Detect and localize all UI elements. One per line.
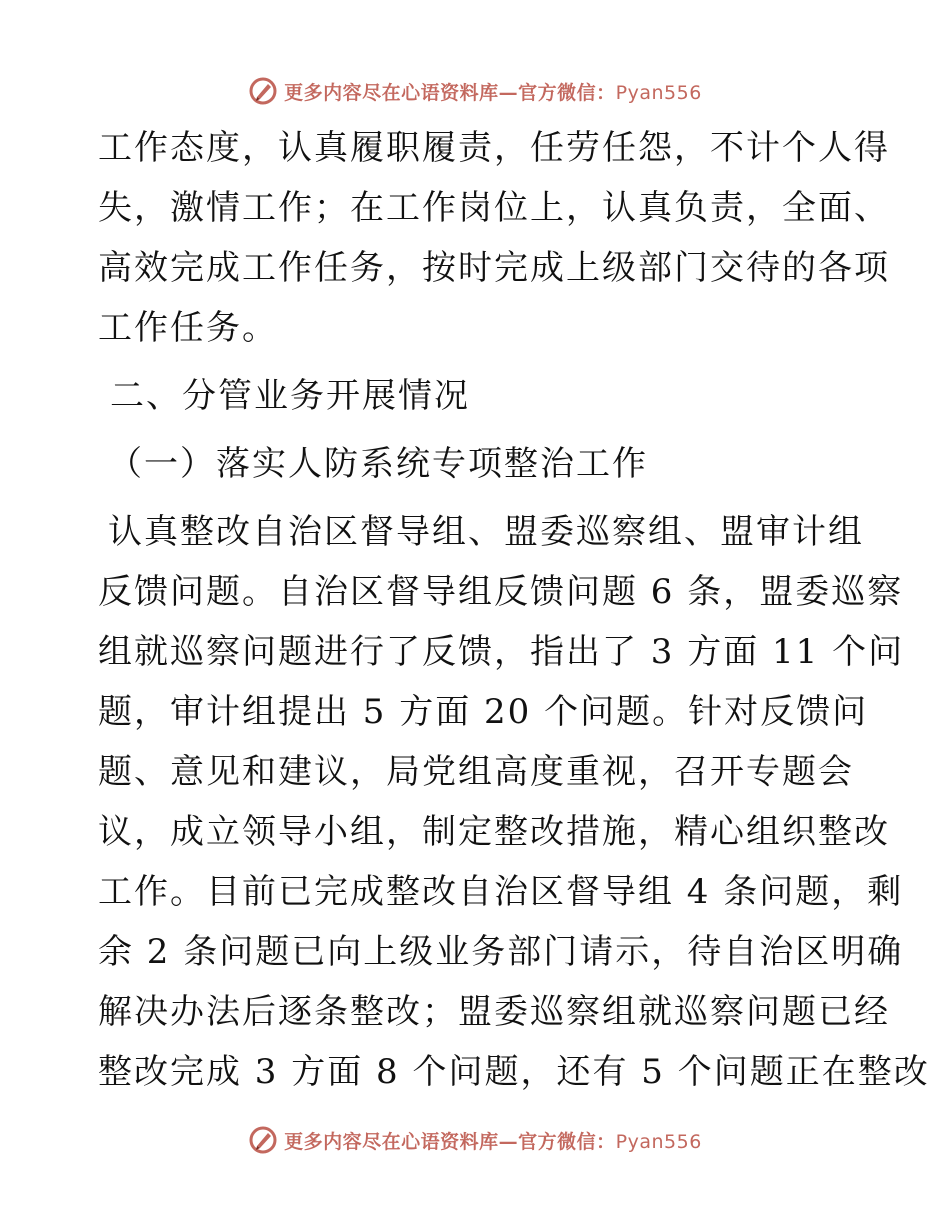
text-line: 解决办法后逐条整改；盟委巡察组就巡察问题已经 (98, 992, 890, 1032)
text-line: 失，激情工作；在工作岗位上，认真负责，全面、 (98, 188, 890, 228)
text-line: 题，审计组提出 5 方面 20 个问题。针对反馈问 (98, 692, 869, 732)
subsection-heading: （一）落实人防系统专项整治工作 (108, 444, 648, 484)
text-line: 高效完成工作任务，按时完成上级部门交待的各项 (98, 248, 890, 288)
header-watermark (0, 74, 950, 108)
section-heading: 二、分管业务开展情况 (110, 376, 470, 416)
watermark-text: 更多内容尽在心语资料库—官方微信：Pyan556 (284, 1130, 702, 1153)
text-line: 整改完成 3 方面 8 个问题，还有 5 个问题正在整改 (98, 1052, 930, 1092)
text-line: 组就巡察问题进行了反馈，指出了 3 方面 11 个问 (98, 632, 905, 672)
document-body (98, 118, 930, 1102)
paragraph-2 (98, 502, 930, 1102)
watermark-id: Pyan556 (615, 1130, 702, 1153)
pen-logo-icon (248, 76, 278, 106)
text-line: 认真整改自治区督导组、盟委巡察组、盟审计组 (108, 512, 864, 552)
watermark-id: Pyan556 (615, 81, 702, 104)
text-line: 工作。目前已完成整改自治区督导组 4 条问题，剩 (98, 872, 904, 912)
text-line: 余 2 条问题已向上级业务部门请示，待自治区明确 (98, 932, 904, 972)
watermark-text: 更多内容尽在心语资料库—官方微信：Pyan556 (284, 81, 702, 104)
footer-watermark (0, 1123, 950, 1157)
text-line: 工作态度，认真履职履责，任劳任怨，不计个人得 (98, 128, 890, 168)
paragraph-1 (98, 118, 890, 358)
text-line: 反馈问题。自治区督导组反馈问题 6 条，盟委巡察 (98, 572, 904, 612)
text-line: 议，成立领导小组，制定整改措施，精心组织整改 (98, 812, 890, 852)
text-line: 题、意见和建议，局党组高度重视，召开专题会 (98, 752, 854, 792)
text-line: 工作任务。 (98, 308, 278, 348)
pen-logo-icon (248, 1125, 278, 1155)
